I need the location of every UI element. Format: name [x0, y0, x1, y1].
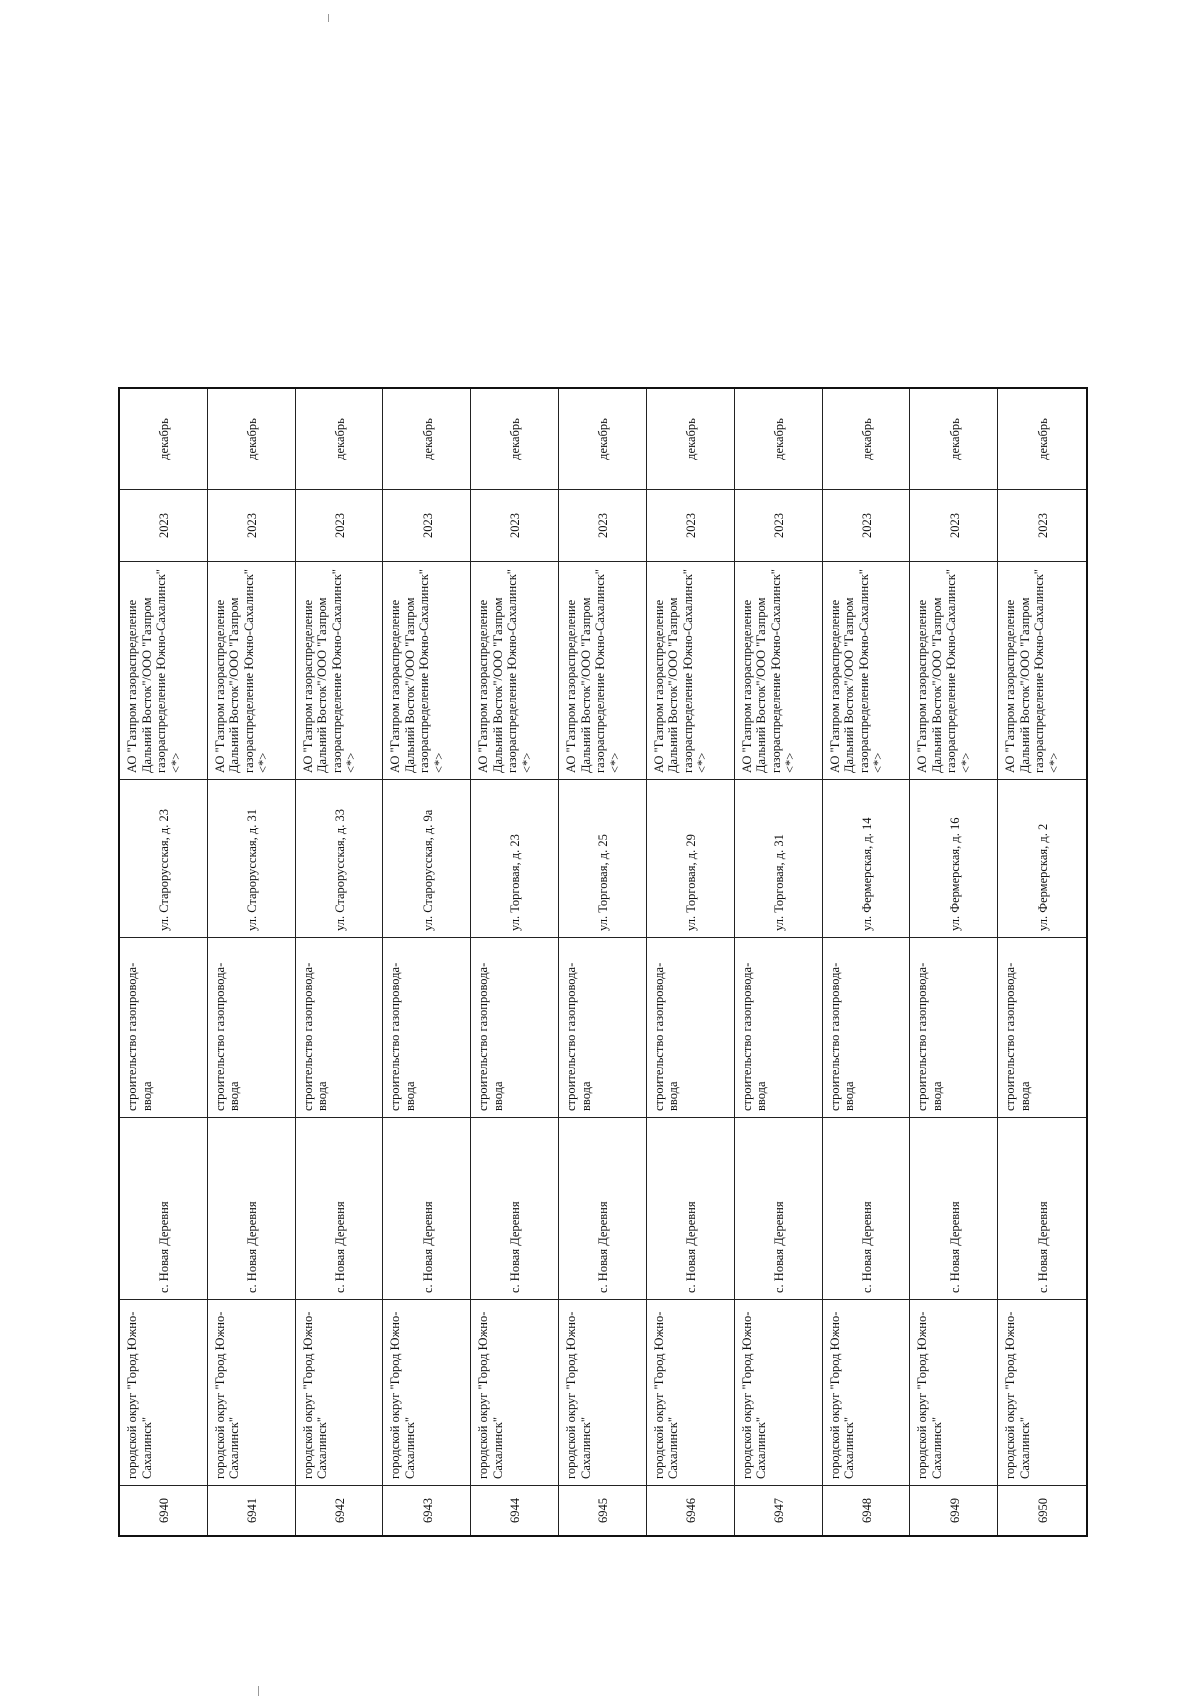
locality-cell: с. Новая Деревня	[647, 1117, 734, 1299]
row-number: 6941	[208, 1485, 295, 1535]
address-cell: ул. Старорусская, д. 33	[296, 779, 383, 937]
municipality-cell: городской округ "Город Южно-Сахалинск"	[998, 1299, 1086, 1485]
municipality-cell: городской округ "Город Южно-Сахалинск"	[208, 1299, 295, 1485]
municipality-cell: городской округ "Город Южно-Сахалинск"	[735, 1299, 822, 1485]
municipality-cell: городской округ "Город Южно-Сахалинск"	[120, 1299, 207, 1485]
row-number: 6940	[120, 1485, 207, 1535]
work-type-cell: строительство газопровода-ввода	[120, 937, 207, 1117]
locality-cell: с. Новая Деревня	[383, 1117, 470, 1299]
work-type-cell: строительство газопровода-ввода	[296, 937, 383, 1117]
month-cell: декабрь	[596, 418, 611, 460]
month-cell: декабрь	[684, 418, 699, 460]
municipality-cell: городской округ "Город Южно-Сахалинск"	[471, 1299, 558, 1485]
address-cell: ул. Торговая, д. 31	[735, 779, 822, 937]
row-number: 6945	[559, 1485, 646, 1535]
locality-cell: с. Новая Деревня	[296, 1117, 383, 1299]
organization-cell: АО "Газпром газораспределение Дальний Восток"/ООО "Газпром газораспределение Южно-Сахалинск" <*>	[823, 561, 910, 779]
year-cell: 2023	[559, 489, 646, 561]
organization-cell: АО "Газпром газораспределение Дальний Восток"/ООО "Газпром газораспределение Южно-Сахалинск" <*>	[120, 561, 207, 779]
locality-cell: с. Новая Деревня	[998, 1117, 1086, 1299]
organization-cell: АО "Газпром газораспределение Дальний Восток"/ООО "Газпром газораспределение Южно-Сахалинск" <*>	[910, 561, 997, 779]
table-row	[998, 389, 1086, 1535]
table-row	[647, 389, 735, 1535]
table-row	[383, 389, 471, 1535]
municipality-cell: городской округ "Город Южно-Сахалинск"	[910, 1299, 997, 1485]
row-number: 6949	[910, 1485, 997, 1535]
organization-cell: АО "Газпром газораспределение Дальний Восток"/ООО "Газпром газораспределение Южно-Сахалинск" <*>	[296, 561, 383, 779]
table-row	[471, 389, 559, 1535]
organization-cell: АО "Газпром газораспределение Дальний Восток"/ООО "Газпром газораспределение Южно-Сахалинск" <*>	[998, 561, 1086, 779]
year-cell: 2023	[647, 489, 734, 561]
year-cell: 2023	[120, 489, 207, 561]
municipality-cell: городской округ "Город Южно-Сахалинск"	[296, 1299, 383, 1485]
table-row	[823, 389, 911, 1535]
address-cell: ул. Торговая, д. 29	[647, 779, 734, 937]
organization-cell: АО "Газпром газораспределение Дальний Восток"/ООО "Газпром газораспределение Южно-Сахалинск" <*>	[471, 561, 558, 779]
work-type-cell: строительство газопровода-ввода	[823, 937, 910, 1117]
address-cell: ул. Старорусская, д. 23	[120, 779, 207, 937]
table-row	[910, 389, 998, 1535]
row-number: 6943	[383, 1485, 470, 1535]
month-cell: декабрь	[859, 418, 874, 460]
year-cell: 2023	[471, 489, 558, 561]
table-row	[559, 389, 647, 1535]
locality-cell: с. Новая Деревня	[735, 1117, 822, 1299]
row-number: 6944	[471, 1485, 558, 1535]
locality-cell: с. Новая Деревня	[208, 1117, 295, 1299]
table-row	[735, 389, 823, 1535]
scan-artifact-top	[328, 14, 329, 22]
year-cell: 2023	[735, 489, 822, 561]
month-cell: декабрь	[508, 418, 523, 460]
locality-cell: с. Новая Деревня	[120, 1117, 207, 1299]
organization-cell: АО "Газпром газораспределение Дальний Восток"/ООО "Газпром газораспределение Южно-Сахалинск" <*>	[383, 561, 470, 779]
organization-cell: АО "Газпром газораспределение Дальний Восток"/ООО "Газпром газораспределение Южно-Сахалинск" <*>	[647, 561, 734, 779]
row-number: 6947	[735, 1485, 822, 1535]
work-type-cell: строительство газопровода-ввода	[208, 937, 295, 1117]
year-cell: 2023	[208, 489, 295, 561]
month-cell: декабрь	[947, 418, 962, 460]
year-cell: 2023	[998, 489, 1086, 561]
organization-cell: АО "Газпром газораспределение Дальний Восток"/ООО "Газпром газораспределение Южно-Сахалинск" <*>	[735, 561, 822, 779]
locality-cell: с. Новая Деревня	[910, 1117, 997, 1299]
municipality-cell: городской округ "Город Южно-Сахалинск"	[647, 1299, 734, 1485]
month-cell: декабрь	[244, 418, 259, 460]
row-number: 6946	[647, 1485, 734, 1535]
table-row	[208, 389, 296, 1535]
row-number: 6948	[823, 1485, 910, 1535]
work-type-cell: строительство газопровода-ввода	[471, 937, 558, 1117]
municipality-cell: городской округ "Город Южно-Сахалинск"	[559, 1299, 646, 1485]
address-cell: ул. Фермерская, д. 16	[910, 779, 997, 937]
scan-artifact-bottom	[258, 1686, 259, 1696]
year-cell: 2023	[910, 489, 997, 561]
work-type-cell: строительство газопровода-ввода	[735, 937, 822, 1117]
year-cell: 2023	[383, 489, 470, 561]
work-type-cell: строительство газопровода-ввода	[998, 937, 1086, 1117]
locality-cell: с. Новая Деревня	[559, 1117, 646, 1299]
row-number: 6950	[998, 1485, 1086, 1535]
work-type-cell: строительство газопровода-ввода	[647, 937, 734, 1117]
address-cell: ул. Фермерская, д. 2	[998, 779, 1086, 937]
address-cell: ул. Торговая, д. 23	[471, 779, 558, 937]
year-cell: 2023	[823, 489, 910, 561]
work-type-cell: строительство газопровода-ввода	[383, 937, 470, 1117]
month-cell: декабрь	[332, 418, 347, 460]
locality-cell: с. Новая Деревня	[823, 1117, 910, 1299]
table-row	[296, 389, 384, 1535]
row-number: 6942	[296, 1485, 383, 1535]
organization-cell: АО "Газпром газораспределение Дальний Восток"/ООО "Газпром газораспределение Южно-Сахалинск" <*>	[208, 561, 295, 779]
month-cell: декабрь	[420, 418, 435, 460]
address-cell: ул. Фермерская, д. 14	[823, 779, 910, 937]
municipality-cell: городской округ "Город Южно-Сахалинск"	[383, 1299, 470, 1485]
organization-cell: АО "Газпром газораспределение Дальний Восток"/ООО "Газпром газораспределение Южно-Сахалинск" <*>	[559, 561, 646, 779]
work-type-cell: строительство газопровода-ввода	[910, 937, 997, 1117]
locality-cell: с. Новая Деревня	[471, 1117, 558, 1299]
address-cell: ул. Старорусская, д. 9а	[383, 779, 470, 937]
month-cell: декабрь	[1035, 418, 1050, 460]
address-cell: ул. Торговая, д. 25	[559, 779, 646, 937]
address-cell: ул. Старорусская, д. 31	[208, 779, 295, 937]
month-cell: декабрь	[157, 418, 172, 460]
work-type-cell: строительство газопровода-ввода	[559, 937, 646, 1117]
year-cell: 2023	[296, 489, 383, 561]
municipality-cell: городской округ "Город Южно-Сахалинск"	[823, 1299, 910, 1485]
month-cell: декабрь	[771, 418, 786, 460]
data-table	[118, 387, 1088, 1537]
table-row	[120, 389, 208, 1535]
